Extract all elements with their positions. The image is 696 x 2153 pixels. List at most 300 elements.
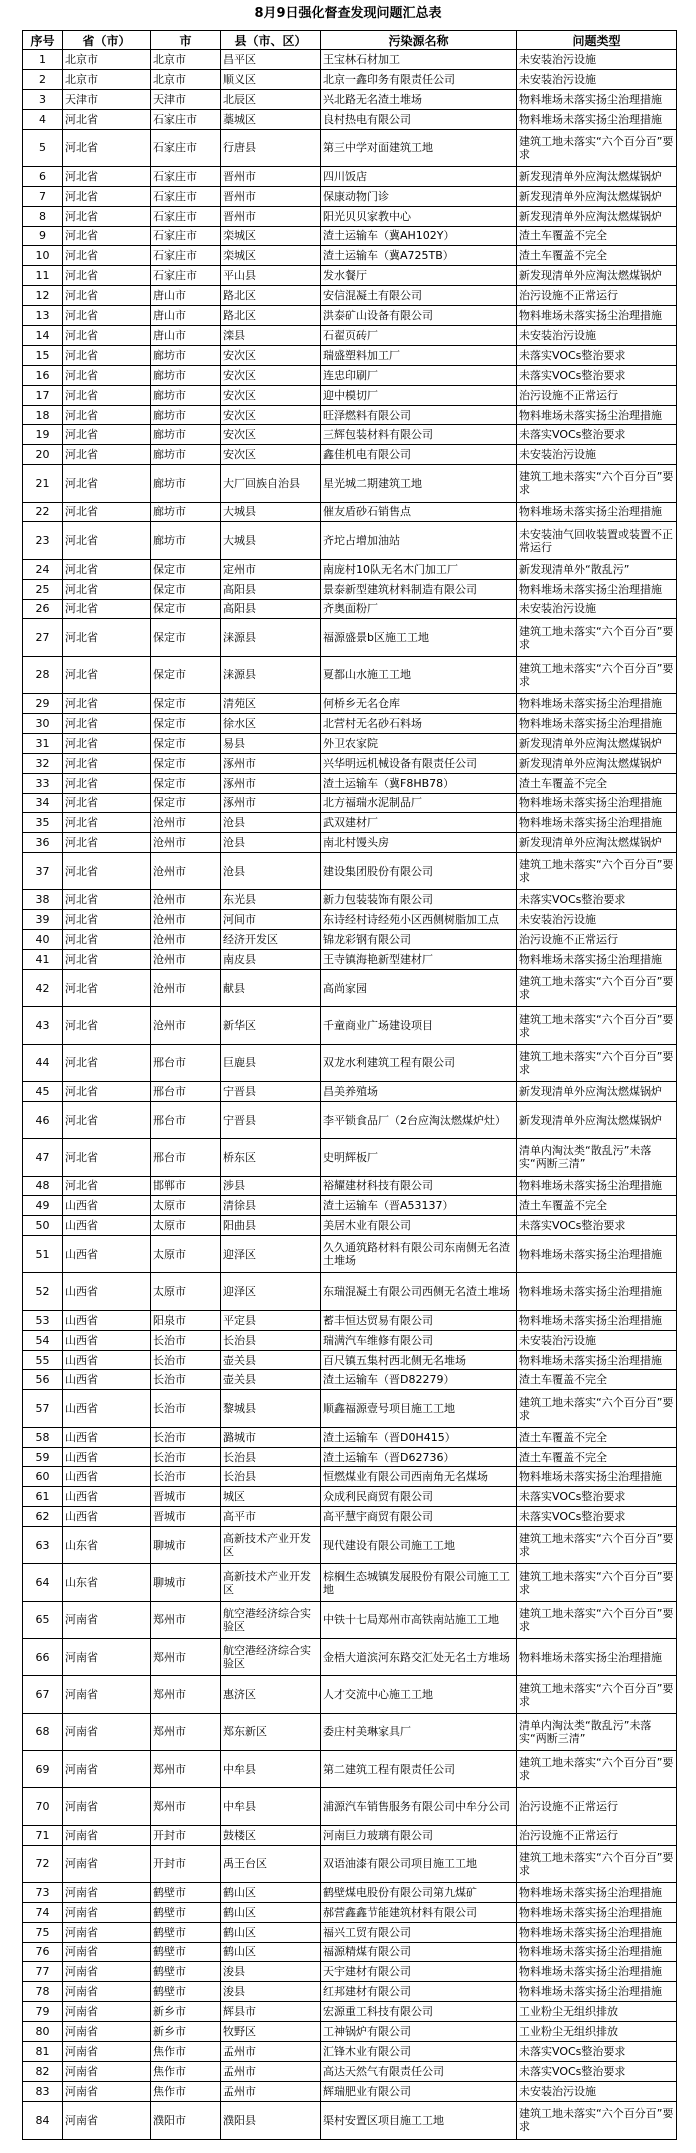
row-number: 76 [23, 1942, 63, 1962]
row-county: 鹤山区 [221, 1882, 321, 1902]
table-row [23, 579, 677, 599]
row-source-name: 千童商业广场建设项目 [321, 1007, 517, 1044]
row-city: 廊坊市 [151, 345, 221, 365]
row-issue-type: 渣土车覆盖不完全 [517, 1427, 677, 1447]
row-county: 平定县 [221, 1310, 321, 1330]
table-row [23, 2041, 677, 2061]
row-number: 72 [23, 1845, 63, 1882]
table-row [23, 1236, 677, 1273]
row-issue-type: 清单内淘汰类“散乱污”未落实“两断三清” [517, 1713, 677, 1750]
row-number: 75 [23, 1922, 63, 1942]
row-county: 潞城市 [221, 1427, 321, 1447]
table-row [23, 890, 677, 910]
row-county: 高新技术产业开发区 [221, 1564, 321, 1601]
row-county: 藁城区 [221, 109, 321, 129]
row-province: 河北省 [63, 129, 151, 166]
table-row [23, 793, 677, 813]
row-city: 唐山市 [151, 326, 221, 346]
row-issue-type: 未落实VOCs整治要求 [517, 2041, 677, 2061]
row-number: 53 [23, 1310, 63, 1330]
row-issue-type: 未安装治污设施 [517, 1330, 677, 1350]
row-city: 沧州市 [151, 853, 221, 890]
row-issue-type: 建筑工地未落实“六个百分百”要求 [517, 1527, 677, 1564]
row-source-name: 鑫佳机电有限公司 [321, 445, 517, 465]
row-number: 12 [23, 286, 63, 306]
row-county: 长治县 [221, 1330, 321, 1350]
row-source-name: 王寺镇海艳新型建材厂 [321, 950, 517, 970]
table-row [23, 89, 677, 109]
row-province: 河北省 [63, 559, 151, 579]
row-city: 聊城市 [151, 1527, 221, 1564]
table-row [23, 1310, 677, 1330]
table-row [23, 1007, 677, 1044]
table-row [23, 206, 677, 226]
row-source-name: 高尚家园 [321, 970, 517, 1007]
row-issue-type: 建筑工地未落实“六个百分百”要求 [517, 853, 677, 890]
row-city: 长治市 [151, 1330, 221, 1350]
row-county: 大城县 [221, 522, 321, 559]
table-row [23, 1081, 677, 1101]
row-number: 71 [23, 1825, 63, 1845]
row-issue-type: 物料堆场未落实扬尘治理措施 [517, 1310, 677, 1330]
row-county: 涿州市 [221, 773, 321, 793]
table-row [23, 286, 677, 306]
row-source-name: 宏源重工科技有限公司 [321, 2002, 517, 2022]
row-issue-type: 未落实VOCs整治要求 [517, 345, 677, 365]
row-source-name: 景泰新型建筑材料制造有限公司 [321, 579, 517, 599]
row-source-name: 李平锁食品厂（2台应淘汰燃煤炉灶） [321, 1101, 517, 1138]
row-province: 河北省 [63, 522, 151, 559]
row-issue-type: 建筑工地未落实“六个百分百”要求 [517, 656, 677, 693]
table-row [23, 950, 677, 970]
row-issue-type: 物料堆场未落实扬尘治理措施 [517, 109, 677, 129]
row-source-name: 中铁十七局郑州市高铁南站施工工地 [321, 1601, 517, 1638]
row-city: 长治市 [151, 1447, 221, 1467]
row-city: 保定市 [151, 713, 221, 733]
row-number: 30 [23, 713, 63, 733]
row-number: 49 [23, 1196, 63, 1216]
row-province: 河北省 [63, 1101, 151, 1138]
row-source-name: 四川饭店 [321, 166, 517, 186]
row-number: 81 [23, 2041, 63, 2061]
row-city: 北京市 [151, 50, 221, 70]
row-number: 3 [23, 89, 63, 109]
row-city: 石家庄市 [151, 226, 221, 246]
row-source-name: 瑞满汽车维修有限公司 [321, 1330, 517, 1350]
row-number: 13 [23, 306, 63, 326]
row-province: 河北省 [63, 385, 151, 405]
row-number: 7 [23, 186, 63, 206]
table-row [23, 1101, 677, 1138]
row-number: 84 [23, 2101, 63, 2139]
row-city: 石家庄市 [151, 166, 221, 186]
row-number: 34 [23, 793, 63, 813]
row-county: 迎泽区 [221, 1236, 321, 1273]
row-city: 保定市 [151, 656, 221, 693]
row-number: 28 [23, 656, 63, 693]
row-city: 鹤壁市 [151, 1902, 221, 1922]
row-city: 鹤壁市 [151, 1982, 221, 2002]
row-county: 滦县 [221, 326, 321, 346]
row-county: 鼓楼区 [221, 1825, 321, 1845]
row-province: 河北省 [63, 405, 151, 425]
row-issue-type: 未落实VOCs整治要求 [517, 890, 677, 910]
row-source-name: 兴华明远机械设备有限责任公司 [321, 753, 517, 773]
row-issue-type: 未落实VOCs整治要求 [517, 1507, 677, 1527]
row-source-name: 夏都山水施工工地 [321, 656, 517, 693]
row-county: 东光县 [221, 890, 321, 910]
row-province: 河北省 [63, 656, 151, 693]
row-number: 46 [23, 1101, 63, 1138]
row-county: 黎城县 [221, 1390, 321, 1427]
table-title: 8月9日强化督查发现问题汇总表 [254, 6, 442, 21]
row-source-name: 连忠印刷厂 [321, 365, 517, 385]
row-province: 河南省 [63, 1942, 151, 1962]
row-city: 保定市 [151, 559, 221, 579]
row-issue-type: 未安装治污设施 [517, 326, 677, 346]
row-city: 晋城市 [151, 1487, 221, 1507]
row-province: 山西省 [63, 1427, 151, 1447]
row-number: 15 [23, 345, 63, 365]
row-city: 保定市 [151, 753, 221, 773]
row-county: 清苑区 [221, 694, 321, 714]
row-issue-type: 新发现清单外应淘汰燃煤锅炉 [517, 186, 677, 206]
row-number: 44 [23, 1044, 63, 1081]
row-issue-type: 治污设施不正常运行 [517, 1825, 677, 1845]
row-province: 河南省 [63, 2041, 151, 2061]
row-issue-type: 物料堆场未落实扬尘治理措施 [517, 1639, 677, 1676]
row-issue-type: 新发现清单外应淘汰燃煤锅炉 [517, 166, 677, 186]
row-source-name: 南北村馒头房 [321, 833, 517, 853]
row-county: 惠济区 [221, 1676, 321, 1713]
row-county: 安次区 [221, 365, 321, 385]
row-source-name: 双龙水利建筑工程有限公司 [321, 1044, 517, 1081]
row-number: 21 [23, 465, 63, 502]
row-county: 安次区 [221, 425, 321, 445]
table-row [23, 970, 677, 1007]
row-county: 壶关县 [221, 1370, 321, 1390]
row-county: 栾城区 [221, 246, 321, 266]
row-number: 20 [23, 445, 63, 465]
row-city: 鹤壁市 [151, 1962, 221, 1982]
row-source-name: 百尺镇五集村西北侧无名堆场 [321, 1350, 517, 1370]
row-issue-type: 未安装治污设施 [517, 50, 677, 70]
row-city: 保定市 [151, 599, 221, 619]
row-city: 天津市 [151, 89, 221, 109]
row-source-name: 渣土运输车（晋A53137） [321, 1196, 517, 1216]
row-number: 26 [23, 599, 63, 619]
row-source-name: 金梧大道滨河东路交汇处无名土方堆场 [321, 1639, 517, 1676]
row-city: 太原市 [151, 1236, 221, 1273]
row-source-name: 渠村安置区项目施工工地 [321, 2101, 517, 2139]
row-source-name: 委庄村美琳家具厂 [321, 1713, 517, 1750]
row-county: 行唐县 [221, 129, 321, 166]
row-city: 保定市 [151, 619, 221, 656]
row-number: 74 [23, 1902, 63, 1922]
row-issue-type: 渣土车覆盖不完全 [517, 226, 677, 246]
row-source-name: 人才交流中心施工工地 [321, 1676, 517, 1713]
row-issue-type: 未落实VOCs整治要求 [517, 365, 677, 385]
table-row [23, 1467, 677, 1487]
row-issue-type: 新发现清单外应淘汰燃煤锅炉 [517, 206, 677, 226]
row-province: 北京市 [63, 69, 151, 89]
row-issue-type: 未安装治污设施 [517, 69, 677, 89]
row-number: 48 [23, 1176, 63, 1196]
row-province: 河北省 [63, 166, 151, 186]
row-issue-type: 未落实VOCs整治要求 [517, 2061, 677, 2081]
row-province: 河北省 [63, 266, 151, 286]
row-province: 山西省 [63, 1447, 151, 1467]
row-source-name: 建设集团股份有限公司 [321, 853, 517, 890]
header-city: 市 [151, 31, 221, 50]
row-issue-type: 物料堆场未落实扬尘治理措施 [517, 502, 677, 522]
row-number: 63 [23, 1527, 63, 1564]
row-issue-type: 未安装油气回收装置或装置不正常运行 [517, 522, 677, 559]
row-city: 石家庄市 [151, 109, 221, 129]
row-source-name: 安信混凝土有限公司 [321, 286, 517, 306]
row-issue-type: 未安装治污设施 [517, 2081, 677, 2101]
row-number: 10 [23, 246, 63, 266]
row-county: 禹王台区 [221, 1845, 321, 1882]
header-source: 污染源名称 [321, 31, 517, 50]
row-city: 新乡市 [151, 2002, 221, 2022]
row-source-name: 河南巨力玻璃有限公司 [321, 1825, 517, 1845]
row-city: 郑州市 [151, 1788, 221, 1825]
row-province: 山西省 [63, 1350, 151, 1370]
table-row [23, 1427, 677, 1447]
table-row [23, 853, 677, 890]
row-city: 沧州市 [151, 970, 221, 1007]
table-row [23, 773, 677, 793]
table-row [23, 1639, 677, 1676]
row-county: 栾城区 [221, 226, 321, 246]
row-province: 河北省 [63, 1176, 151, 1196]
row-province: 河北省 [63, 1007, 151, 1044]
row-source-name: 外卫农家院 [321, 733, 517, 753]
row-number: 47 [23, 1139, 63, 1176]
row-county: 涉县 [221, 1176, 321, 1196]
row-issue-type: 治污设施不正常运行 [517, 286, 677, 306]
row-province: 河南省 [63, 1845, 151, 1882]
row-province: 河南省 [63, 2081, 151, 2101]
summary-table-wrapper [22, 30, 676, 2140]
row-issue-type: 物料堆场未落实扬尘治理措施 [517, 1882, 677, 1902]
row-city: 邢台市 [151, 1044, 221, 1081]
row-county: 牧野区 [221, 2022, 321, 2042]
row-county: 安次区 [221, 345, 321, 365]
row-city: 太原市 [151, 1216, 221, 1236]
row-source-name: 武双建材厂 [321, 813, 517, 833]
row-source-name: 天宇建材有限公司 [321, 1962, 517, 1982]
table-row [23, 559, 677, 579]
row-source-name: 工神锅炉有限公司 [321, 2022, 517, 2042]
row-issue-type: 新发现清单外“散乱污” [517, 559, 677, 579]
row-number: 64 [23, 1564, 63, 1601]
row-province: 河北省 [63, 599, 151, 619]
header-issue: 问题类型 [517, 31, 677, 50]
row-city: 沧州市 [151, 813, 221, 833]
row-issue-type: 物料堆场未落实扬尘治理措施 [517, 1350, 677, 1370]
row-county: 大城县 [221, 502, 321, 522]
row-city: 北京市 [151, 69, 221, 89]
row-number: 45 [23, 1081, 63, 1101]
table-row [23, 1216, 677, 1236]
row-county: 河间市 [221, 910, 321, 930]
row-number: 38 [23, 890, 63, 910]
row-county: 鹤山区 [221, 1942, 321, 1962]
table-row [23, 522, 677, 559]
row-city: 保定市 [151, 733, 221, 753]
row-province: 河南省 [63, 2002, 151, 2022]
table-row [23, 1139, 677, 1176]
row-source-name: 福兴工贸有限公司 [321, 1922, 517, 1942]
row-city: 廊坊市 [151, 365, 221, 385]
row-county: 孟州市 [221, 2041, 321, 2061]
row-issue-type: 建筑工地未落实“六个百分百”要求 [517, 1390, 677, 1427]
row-county: 鹤山区 [221, 1922, 321, 1942]
row-city: 沧州市 [151, 950, 221, 970]
row-county: 涿州市 [221, 793, 321, 813]
row-source-name: 北营村无名砂石料场 [321, 713, 517, 733]
row-number: 73 [23, 1882, 63, 1902]
table-row [23, 2101, 677, 2139]
table-row [23, 1507, 677, 1527]
row-province: 山西省 [63, 1467, 151, 1487]
row-city: 阳泉市 [151, 1310, 221, 1330]
table-row [23, 385, 677, 405]
row-province: 河北省 [63, 853, 151, 890]
row-issue-type: 未落实VOCs整治要求 [517, 1487, 677, 1507]
table-row [23, 910, 677, 930]
row-number: 6 [23, 166, 63, 186]
row-city: 新乡市 [151, 2022, 221, 2042]
row-source-name: 锦龙彩钢有限公司 [321, 930, 517, 950]
row-number: 60 [23, 1467, 63, 1487]
row-province: 河北省 [63, 109, 151, 129]
row-province: 河南省 [63, 1676, 151, 1713]
table-row [23, 1676, 677, 1713]
row-number: 27 [23, 619, 63, 656]
row-province: 河北省 [63, 694, 151, 714]
row-county: 平山县 [221, 266, 321, 286]
row-source-name: 蓄丰恒达贸易有限公司 [321, 1310, 517, 1330]
row-county: 壶关县 [221, 1350, 321, 1370]
row-issue-type: 建筑工地未落实“六个百分百”要求 [517, 1845, 677, 1882]
row-source-name: 裕耀建材科技有限公司 [321, 1176, 517, 1196]
row-county: 高阳县 [221, 599, 321, 619]
row-number: 69 [23, 1751, 63, 1788]
row-province: 山西省 [63, 1236, 151, 1273]
row-issue-type: 渣土车覆盖不完全 [517, 246, 677, 266]
row-source-name: 美居木业有限公司 [321, 1216, 517, 1236]
table-row [23, 345, 677, 365]
row-county: 沧县 [221, 853, 321, 890]
row-number: 29 [23, 694, 63, 714]
row-province: 河南省 [63, 1639, 151, 1676]
row-province: 河北省 [63, 1044, 151, 1081]
row-province: 河南省 [63, 1751, 151, 1788]
row-number: 43 [23, 1007, 63, 1044]
row-issue-type: 建筑工地未落实“六个百分百”要求 [517, 1751, 677, 1788]
table-row [23, 109, 677, 129]
row-number: 58 [23, 1427, 63, 1447]
row-province: 北京市 [63, 50, 151, 70]
row-county: 晋州市 [221, 166, 321, 186]
table-row [23, 1982, 677, 2002]
row-source-name: 现代建设有限公司施工工地 [321, 1527, 517, 1564]
row-county: 大厂回族自治县 [221, 465, 321, 502]
row-county: 迎泽区 [221, 1273, 321, 1310]
row-issue-type: 物料堆场未落实扬尘治理措施 [517, 793, 677, 813]
row-issue-type: 新发现清单外应淘汰燃煤锅炉 [517, 833, 677, 853]
row-number: 4 [23, 109, 63, 129]
row-county: 徐水区 [221, 713, 321, 733]
row-city: 石家庄市 [151, 129, 221, 166]
row-county: 沧县 [221, 813, 321, 833]
table-row [23, 1370, 677, 1390]
row-county: 高新技术产业开发区 [221, 1527, 321, 1564]
row-issue-type: 物料堆场未落实扬尘治理措施 [517, 306, 677, 326]
row-source-name: 迎中模切厂 [321, 385, 517, 405]
row-city: 濮阳市 [151, 2101, 221, 2139]
row-county: 清徐县 [221, 1196, 321, 1216]
row-county: 鹤山区 [221, 1902, 321, 1922]
row-source-name: 北方福瑞水泥制品厂 [321, 793, 517, 813]
row-issue-type: 物料堆场未落实扬尘治理措施 [517, 1467, 677, 1487]
row-issue-type: 物料堆场未落实扬尘治理措施 [517, 950, 677, 970]
table-row [23, 50, 677, 70]
row-issue-type: 物料堆场未落实扬尘治理措施 [517, 1942, 677, 1962]
row-number: 78 [23, 1982, 63, 2002]
row-source-name: 发水餐厅 [321, 266, 517, 286]
row-number: 68 [23, 1713, 63, 1750]
row-county: 浚县 [221, 1962, 321, 1982]
row-number: 23 [23, 522, 63, 559]
row-county: 新华区 [221, 1007, 321, 1044]
row-issue-type: 物料堆场未落实扬尘治理措施 [517, 1922, 677, 1942]
row-province: 山东省 [63, 1527, 151, 1564]
row-issue-type: 治污设施不正常运行 [517, 930, 677, 950]
row-county: 涞源县 [221, 619, 321, 656]
row-issue-type: 工业粉尘无组织排放 [517, 2002, 677, 2022]
row-province: 河南省 [63, 1962, 151, 1982]
table-row [23, 226, 677, 246]
row-city: 石家庄市 [151, 266, 221, 286]
row-city: 郑州市 [151, 1601, 221, 1638]
table-row [23, 599, 677, 619]
row-county: 桥东区 [221, 1139, 321, 1176]
row-issue-type: 未落实VOCs整治要求 [517, 425, 677, 445]
row-province: 河北省 [63, 1139, 151, 1176]
row-city: 郑州市 [151, 1676, 221, 1713]
row-number: 16 [23, 365, 63, 385]
row-province: 山西省 [63, 1273, 151, 1310]
table-row [23, 326, 677, 346]
table-row [23, 2002, 677, 2022]
row-source-name: 兴北路无名渣土堆场 [321, 89, 517, 109]
row-province: 河北省 [63, 753, 151, 773]
table-row [23, 1825, 677, 1845]
row-issue-type: 物料堆场未落实扬尘治理措施 [517, 1982, 677, 2002]
row-province: 河北省 [63, 579, 151, 599]
row-city: 邢台市 [151, 1081, 221, 1101]
row-county: 献县 [221, 970, 321, 1007]
row-province: 河北省 [63, 345, 151, 365]
row-number: 39 [23, 910, 63, 930]
table-row [23, 1196, 677, 1216]
row-county: 长治县 [221, 1467, 321, 1487]
row-source-name: 福源精煤有限公司 [321, 1942, 517, 1962]
